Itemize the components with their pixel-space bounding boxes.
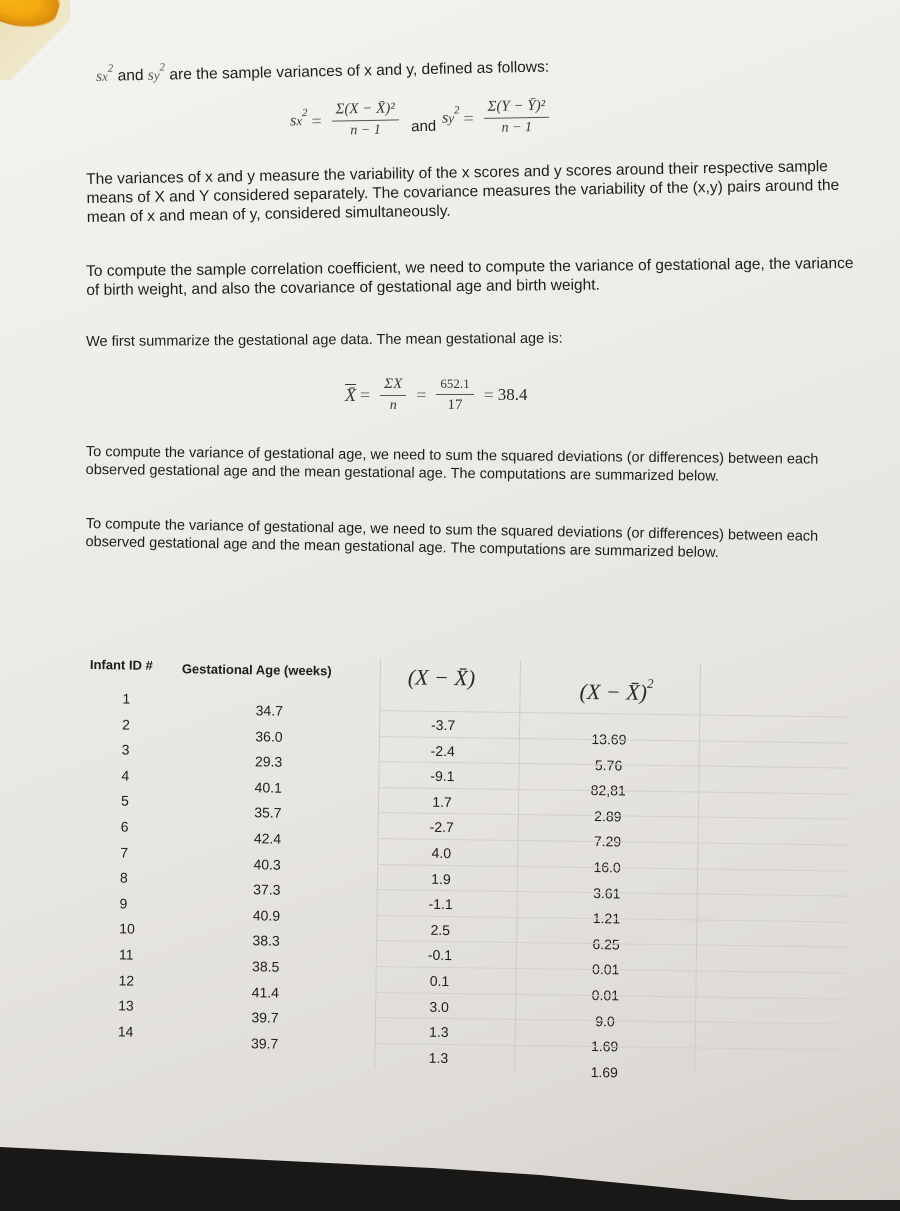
variance-x-numerator: Σ(X − X̄)² <box>331 100 399 121</box>
deviation-cell: -0.1 <box>427 947 453 964</box>
paragraph-variances: The variances of x and y measure the variability of the x scores and y scores around their respective sample means of X and Y considered separately. The covariance measures the variability of the (x,y) pairs around the mean of x and mean of y, considered simultaneously. <box>86 158 840 226</box>
gestational-age-cell: 42.4 <box>253 830 282 847</box>
equals-sign: = <box>416 384 427 405</box>
paragraph-mean-intro: We first summarize the gestational age data. The mean gestational age is: <box>86 330 563 350</box>
deviation-cell: 1.3 <box>428 1049 449 1066</box>
deviation-cell: 2.5 <box>430 921 451 938</box>
mean-symbol: X̄ <box>345 384 356 405</box>
paragraph-variance-computation-1: To compute the variance of gestational age, we need to sum the squared deviations (or differences) between each observed gestational age and the mean gestational age. The computations are summarized below. <box>85 443 819 485</box>
header-squared-deviation: (X − X̄)$^2$ <box>579 675 654 705</box>
equals-sign: = <box>463 107 474 128</box>
gestational-age-cell: 41.4 <box>251 983 280 1001</box>
infant-id-cell: 3 <box>121 741 130 758</box>
deviation-cell: 3.0 <box>429 998 450 1015</box>
gestational-age-cell: 39.7 <box>250 1035 279 1052</box>
deviation-cell: -9.1 <box>430 767 455 785</box>
variance-x-denominator: n − 1 <box>350 122 381 139</box>
sy2-symbol: $sy^2$ <box>147 61 166 84</box>
gestational-age-cell: 29.3 <box>254 753 283 770</box>
infant-id-cell: 7 <box>120 844 129 861</box>
deviation-cell: 1.7 <box>432 793 452 810</box>
infant-id-cell: 9 <box>119 895 128 912</box>
header-infant-id: Infant ID # <box>89 657 153 673</box>
deviation-cell: 4.0 <box>431 844 452 862</box>
infant-id-cell: 6 <box>120 818 129 835</box>
deviation-cell: -2.7 <box>429 819 454 836</box>
equals-sign: = <box>311 110 322 131</box>
infant-id-cell: 2 <box>121 716 131 733</box>
sx2-lhs: $sx^2$ <box>289 107 308 130</box>
infant-id-cell: 12 <box>118 972 135 989</box>
gestational-age-cell: 38.5 <box>252 958 280 975</box>
sy2-lhs: $sy^2$ <box>441 104 460 127</box>
squared-deviation-cell: 1.69 <box>590 1063 619 1081</box>
gestational-age-cell: 34.7 <box>255 702 284 719</box>
count-value: 17 <box>447 397 463 413</box>
infant-id-cell: 5 <box>120 792 129 809</box>
gestational-age-cell: 39.7 <box>251 1009 279 1026</box>
gestational-age-cell: 37.3 <box>253 881 281 898</box>
and-word: and <box>117 67 144 85</box>
equals-sign: = <box>483 384 494 405</box>
mean-result: 38.4 <box>497 385 528 404</box>
gestational-age-cell: 40.3 <box>253 855 281 873</box>
deviation-cell: -1.1 <box>428 895 453 913</box>
sx2-symbol: $sx^2$ <box>95 62 114 85</box>
gestational-age-cell: 40.1 <box>254 779 282 796</box>
deviation-cell: -2.4 <box>430 742 455 759</box>
deviation-cell: 1.3 <box>428 1023 449 1041</box>
deviation-cell: 0.1 <box>429 972 450 990</box>
infant-id-cell: 8 <box>119 869 128 886</box>
gestational-age-cell: 36.0 <box>255 727 283 745</box>
infant-id-cell: 11 <box>118 946 134 963</box>
gestational-age-cell: 35.7 <box>254 804 282 822</box>
header-deviation: (X − X̄) <box>407 664 476 691</box>
variance-y-denominator: n − 1 <box>501 120 533 136</box>
infant-id-cell: 4 <box>121 767 130 784</box>
header-gestational-age: Gestational Age (weeks) <box>181 661 332 679</box>
sum-value: 652.1 <box>436 376 473 395</box>
infant-id-cell: 10 <box>119 920 135 938</box>
paragraph-correlation: To compute the sample correlation coefficient, we need to compute the variance of gestational age, the variance of birth weight, and also the covariance of gestational age and birth weight. <box>86 254 854 299</box>
infant-id-cell: 1 <box>122 690 131 707</box>
variance-y-numerator: Σ(Y − Ȳ)² <box>483 98 549 119</box>
infant-id-cell: 13 <box>118 997 134 1014</box>
deviation-cell: -3.7 <box>430 716 456 734</box>
n-value: n <box>389 398 397 413</box>
equals-sign: = <box>360 384 371 405</box>
and-word: and <box>411 117 437 135</box>
paragraph-variance-computation-2: To compute the variance of gestational age, we need to sum the squared deviations (or differences) between each observed gestational age and the mean gestational age. The computations are summarized below. <box>85 515 819 562</box>
gestational-age-cell: 38.3 <box>252 932 280 950</box>
infant-id-cell: 14 <box>117 1023 134 1040</box>
intro-text: are the sample variances of x and y, defined as follows: <box>169 58 550 84</box>
deviation-cell: 1.9 <box>431 870 451 887</box>
sum-x: ΣX <box>380 376 406 396</box>
gestational-age-cell: 40.9 <box>252 907 281 924</box>
